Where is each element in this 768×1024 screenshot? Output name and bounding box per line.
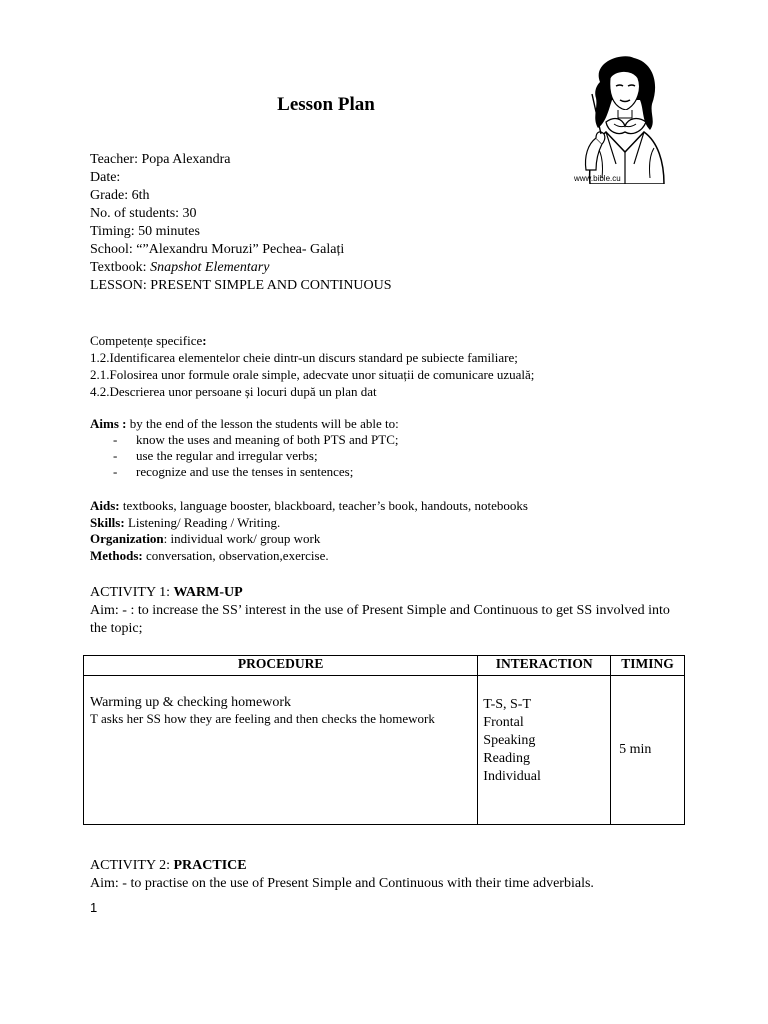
interaction-cell [478, 676, 611, 825]
timing-line: Timing: 50 minutes [90, 224, 200, 239]
timing-cell: 5 min [611, 676, 685, 825]
aims-list-item: - recognize and use the tenses in sentences; [90, 464, 399, 480]
activity-2-section [90, 857, 690, 893]
lesson-info [90, 151, 392, 295]
activity-1-name: WARM-UP [173, 585, 243, 600]
methods-label: Methods: [90, 547, 143, 563]
interaction-header: INTERACTION [478, 656, 611, 676]
skills-label: Skills: [90, 514, 125, 530]
skills-line [90, 515, 528, 532]
interaction-item: Speaking [483, 733, 536, 748]
organization-label: Organization [90, 531, 164, 546]
activity-2-aim: Aim: - to practise on the use of Present Simple and Continuous with their time adverbials. [90, 876, 594, 891]
date-line: Date: [90, 170, 121, 185]
school-line: School: “”Alexandru Moruzi” Pechea- Galați [90, 242, 345, 257]
activity-1-prefix: ACTIVITY 1: [90, 585, 174, 600]
competence-item: 1.2.Identificarea elementelor cheie dintr-un discurs standard pe subiecte familiare; [90, 350, 518, 365]
interaction-item: T-S, S-T [483, 697, 532, 712]
procedure-cell [84, 676, 478, 825]
interaction-item: Individual [483, 769, 541, 784]
skills-value: Listening/ Reading / Writing. [124, 514, 281, 530]
students-line: No. of students: 30 [90, 206, 197, 221]
lesson-line: LESSON: PRESENT SIMPLE AND CONTINUOUS [90, 278, 392, 293]
methods-value: conversation, observation,exercise. [142, 547, 329, 563]
table-row [84, 676, 685, 825]
procedure-table [83, 655, 685, 825]
clipart-caption: www.bible.cu [574, 174, 621, 183]
procedure-title: Warming up & checking homework [90, 695, 292, 710]
aims-list-item: - use the regular and irregular verbs; [90, 448, 399, 464]
competences-heading-colon: : [202, 333, 207, 348]
activity-2-prefix: ACTIVITY 2: [90, 858, 174, 873]
aims-label: Aims : [90, 416, 127, 431]
aims-list [90, 432, 399, 480]
methods-line [90, 548, 528, 565]
textbook-title: Snapshot Elementary [150, 260, 270, 275]
page-title: Lesson Plan [277, 94, 375, 115]
aims-list-item: - know the uses and meaning of both PTS and PTC; [90, 432, 399, 448]
competence-item: 2.1.Folosirea unor formule orale simple, adecvate unor situații de comunicare uzuală; [90, 367, 535, 382]
aids-line [90, 498, 528, 515]
organization-line [90, 531, 528, 548]
teacher-clipart-image [572, 52, 678, 184]
textbook-label: Textbook: [90, 260, 151, 275]
grade-line: Grade: 6th [90, 188, 150, 203]
table-header-row [84, 656, 685, 676]
interaction-item: Frontal [483, 715, 524, 730]
timing-header: TIMING [611, 656, 685, 676]
activity-1-heading [90, 584, 690, 602]
activity-1-section [90, 584, 690, 638]
aims-intro [90, 416, 399, 432]
lesson-details [90, 498, 528, 564]
textbook-line [90, 259, 392, 277]
competence-item: 4.2.Descrierea unor persoane și locuri după un plan dat [90, 384, 377, 399]
page-number: 1 [90, 900, 98, 915]
teacher-line: Teacher: Popa Alexandra [90, 152, 231, 167]
activity-1-aim: Aim: - : to increase the SS’ interest in the use of Present Simple and Continuous to get SS involved into the topic; [90, 603, 670, 636]
activity-2-name: PRACTICE [173, 858, 247, 873]
aims-intro-text: by the end of the lesson the students will be able to: [126, 416, 399, 431]
competences-heading [90, 332, 534, 349]
aids-value: textbooks, language booster, blackboard, teacher’s book, handouts, notebooks [119, 498, 528, 513]
competences-heading-text: Competențe specifice [90, 333, 203, 348]
activity-2-heading [90, 857, 690, 875]
procedure-header: PROCEDURE [84, 656, 478, 676]
procedure-text: T asks her SS how they are feeling and then checks the homework [90, 711, 435, 726]
aids-label: Aids: [90, 498, 120, 513]
aims-section [90, 416, 399, 480]
interaction-item: Reading [483, 751, 530, 766]
organization-value: : individual work/ group work [163, 531, 321, 546]
competences-section [90, 332, 534, 400]
